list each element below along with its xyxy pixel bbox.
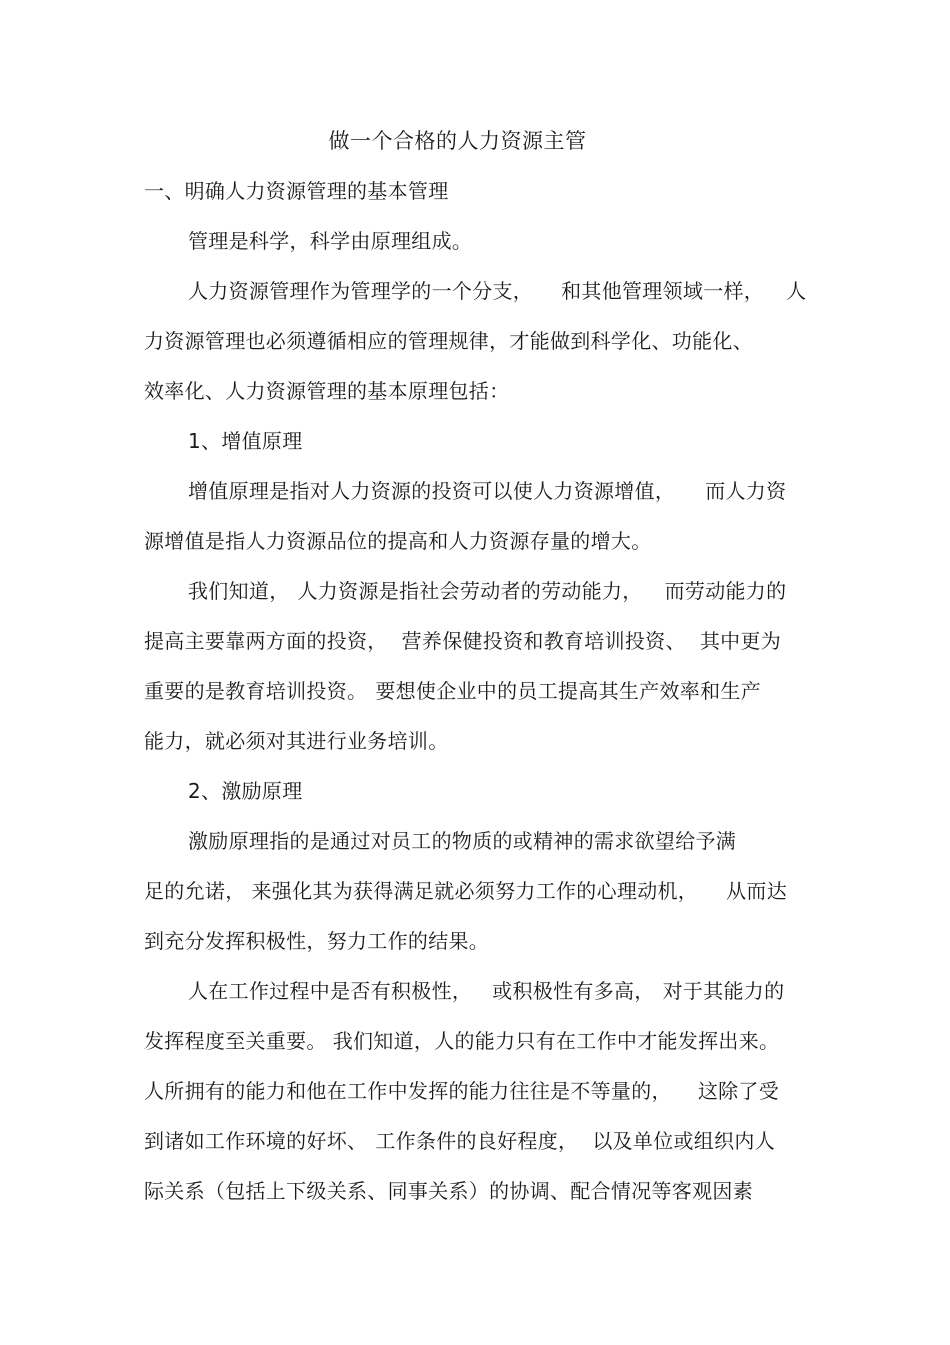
text-segment: 际关系（包括上下级关系、同事关系）的协调、配合情况等客观因素 (144, 1179, 753, 1203)
text-segment: 人力资源管理作为管理学的一个分支， (188, 279, 534, 303)
paragraph-line (144, 726, 449, 756)
section-heading (144, 176, 449, 206)
text-segment: 人力资源是指社会劳动者的劳动能力， (297, 579, 643, 603)
paragraph-line (188, 576, 786, 606)
text-segment: 一、明确人力资源管理的基本管理 (144, 179, 449, 203)
paragraph-line (188, 276, 806, 306)
text-segment: 力资源管理也必须遵循相应的管理规律，才能做到科学化、功能化、 (144, 329, 753, 353)
text-segment: 管理是科学，科学由原理组成。 (188, 229, 473, 253)
paragraph-line (144, 926, 489, 956)
text-segment: 工作条件的良好程度， (375, 1129, 579, 1153)
text-segment: 我们知道， (188, 579, 290, 603)
paragraph-line (144, 1126, 775, 1156)
text-segment: 而人力资 (705, 479, 787, 503)
paragraph-line (144, 676, 761, 706)
text-segment: 效率化、人力资源管理的基本原理包括： (144, 379, 510, 403)
text-segment: 能力，就必须对其进行业务培训。 (144, 729, 449, 753)
text-segment: 人所拥有的能力和他在工作中发挥的能力往往是不等量的， (144, 1079, 672, 1103)
paragraph-line (188, 226, 472, 256)
text-segment: 要想使企业中的员工提高其生产效率和生产 (375, 679, 762, 703)
text-segment: 从而达 (726, 879, 788, 903)
text-segment: 其中更为 (699, 629, 782, 653)
subsection-heading (188, 776, 303, 806)
text-segment: 到充分发挥积极性，努力工作的结果。 (144, 929, 490, 953)
text-segment: 营养保健投资和教育培训投资、 (401, 629, 686, 653)
text-segment: 以及单位或组织内人 (592, 1129, 776, 1153)
text-segment: 1、增值原理 (188, 429, 303, 453)
text-segment: 和其他管理领域一样， (561, 279, 765, 303)
paragraph-line (144, 1176, 753, 1206)
paragraph-line (188, 976, 784, 1006)
paragraph-line (188, 476, 786, 506)
paragraph-line (144, 1026, 779, 1056)
text-segment: 激励原理指的是通过对员工的物质的或精神的需求欲望给予满 (188, 829, 737, 853)
text-segment: 发挥程度至关重要。 (144, 1029, 327, 1053)
subsection-heading (188, 426, 303, 456)
text-segment: 人在工作过程中是否有积极性， (188, 979, 473, 1003)
paragraph-line (188, 826, 736, 856)
text-segment: 重要的是教育培训投资。 (144, 679, 368, 703)
text-segment: 人 (786, 279, 807, 303)
text-segment: 源增值是指人力资源品位的提高和人力资源存量的增大。 (144, 529, 652, 553)
text-segment: 对于其能力的 (662, 979, 785, 1003)
text-segment: 而劳动能力的 (664, 579, 787, 603)
text-segment: 我们知道，人的能力只有在工作中才能发挥出来。 (332, 1029, 780, 1053)
paragraph-line (144, 376, 509, 406)
paragraph-line (144, 526, 652, 556)
text-segment: 足的允诺， (144, 879, 246, 903)
text-segment: 或积极性有多高， (492, 979, 655, 1003)
document-title: 做一个合格的人力资源主管 (328, 129, 587, 153)
text-segment: 提高主要靠两方面的投资， (144, 629, 388, 653)
text-segment: 2、激励原理 (188, 779, 303, 803)
text-segment: 增值原理是指对人力资源的投资可以使人力资源增值， (188, 479, 676, 503)
paragraph-line (144, 626, 781, 656)
paragraph-line (144, 876, 787, 906)
paragraph-line (144, 326, 753, 356)
paragraph-line (144, 1076, 779, 1106)
text-segment: 来强化其为获得满足就必须努力工作的心理动机， (251, 879, 699, 903)
text-segment: 到诸如工作环境的好坏、 (144, 1129, 368, 1153)
text-segment: 这除了受 (697, 1079, 780, 1103)
